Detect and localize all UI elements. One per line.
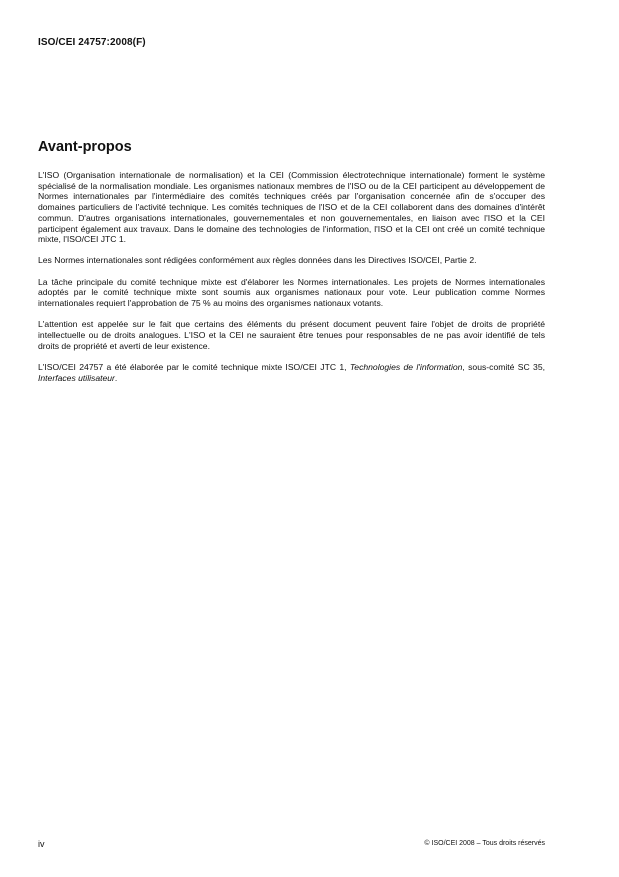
paragraph-prepared-by bbox=[38, 362, 545, 383]
prepared-by-text-2: , sous-comité SC 35, bbox=[462, 361, 545, 372]
paragraph-directives: Les Normes internationales sont rédigées conformément aux règles données dans les Directives ISO/CEI, Partie 2. bbox=[38, 255, 477, 266]
copyright-notice: © ISO/CEI 2008 – Tous droits réservés bbox=[424, 840, 545, 847]
committee-name: Technologies de l'information bbox=[349, 361, 463, 372]
prepared-by-text-3: . bbox=[114, 372, 118, 383]
page-number: iv bbox=[38, 839, 45, 849]
section-title: Avant-propos bbox=[38, 139, 132, 155]
subcommittee-name: Interfaces utilisateur bbox=[38, 372, 115, 383]
document-identifier: ISO/CEI 24757:2008(F) bbox=[38, 37, 146, 48]
prepared-by-text-1: L'ISO/CEI 24757 a été élaborée par le comité technique mixte ISO/CEI JTC 1, bbox=[38, 361, 350, 372]
paragraph-iso-cei-intro: L'ISO (Organisation internationale de normalisation) et la CEI (Commission électrotechnique internationale) forment le système spécialisé de la normalisation mondiale. Les organismes nationaux membres de l'ISO ou de la CEI participent au développement de Normes internationales par l'intermédiaire des comités techniques créés par l'organisation concernée afin de s'occuper des domaines particuliers de l'activité technique. Les comités techniques de l'ISO et de la CEI collaborent dans des domaines d'intérêt commun. D'autres organisations internationales, gouvernementales et non gouvernementales, en liaison avec l'ISO et la CEI participent également aux travaux. Dans le domaine des technologies de l'information, l'ISO et la CEI ont créé un comité technique mixte, l'ISO/CEI JTC 1. bbox=[38, 170, 545, 245]
foreword-body bbox=[38, 170, 545, 394]
paragraph-main-task: La tâche principale du comité technique mixte est d'élaborer les Normes internationales. Les projets de Normes internationales adoptés par le comité technique mixte sont soumis aux organismes nationaux pour vote. Leur publication comme Normes internationales requiert l'approbation de 75 % au moins des organismes nationaux votants. bbox=[38, 276, 545, 309]
paragraph-patent-rights: L'attention est appelée sur le fait que certains des éléments du présent document peuvent faire l'objet de droits de propriété intellectuelle ou de droits analogues. L'ISO et la CEI ne sauraient être tenues pour responsables de ne pas avoir identifié de tels droits de propriété et averti de leur existence. bbox=[38, 319, 545, 351]
